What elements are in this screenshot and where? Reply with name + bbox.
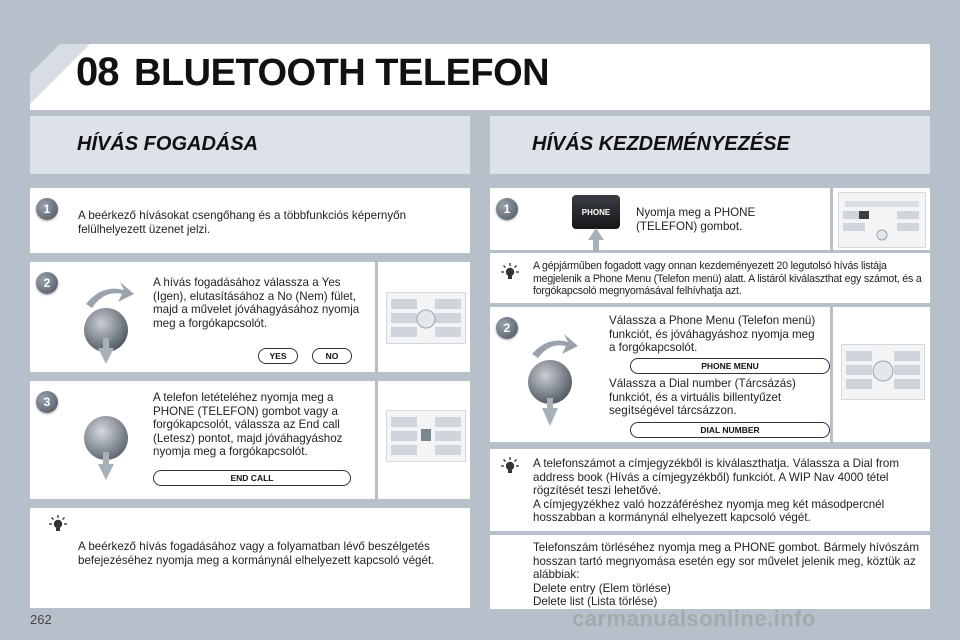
right-tip3-line: Delete entry (Elem törlése) (533, 581, 671, 595)
lightbulb-icon (48, 514, 68, 534)
step-badge: 1 (496, 198, 518, 220)
step-badge: 3 (36, 391, 58, 413)
radio-unit-image (841, 344, 925, 400)
left-section-title: HÍVÁS FOGADÁSA (77, 133, 259, 155)
page-number: 262 (30, 612, 52, 627)
step-badge: 2 (36, 272, 58, 294)
yes-button[interactable]: YES (258, 348, 298, 364)
right-step2-text-b: Válassza a Dial number (Tárcsázás) funkciót, és a virtuális billentyűzet segítségével tárcsázzon. (609, 377, 796, 418)
chapter-number: 08 (76, 50, 119, 94)
right-tip3-line: Delete list (Lista törlése) (533, 595, 658, 609)
phone-button[interactable]: PHONE (572, 195, 620, 229)
phone-menu-button[interactable]: PHONE MENU (630, 358, 830, 374)
right-tip3-line: Telefonszám törléséhez nyomja meg a PHONE gombot. Bármely hívószám hosszan tartó megnyomása esetén egy sor művelet jelenik meg, köztük az alábbiak: (533, 541, 919, 582)
rotary-knob-icon (72, 278, 152, 370)
arrow-up-icon (584, 228, 608, 252)
end-call-button[interactable]: END CALL (153, 470, 351, 486)
right-tip3-text (533, 541, 923, 609)
left-step1-text: A beérkező hívásokat csengőhang és a többfunkciós képernyőn felülhelyezett üzenet jelzi. (78, 209, 407, 236)
step-badge: 2 (496, 317, 518, 339)
left-step2-text: A hívás fogadásához válassza a Yes (Igen), elutasításához a No (Nem) fület, majd a művelet jóváhagyásához nyomja meg a forgókapcsolót. (153, 276, 360, 330)
right-tip2-line: A telefonszámot a címjegyzékből is kiválaszthatja. Válassza a Dial from address book (Hívás a címjegyzékből) funkciót. A WIP Nav 4000 tétel rögzítését teszi lehetővé. (533, 457, 900, 498)
step-badge: 1 (36, 198, 58, 220)
left-tip-text: A beérkező hívás fogadásához vagy a folyamatban lévő beszélgetés befejezéséhez nyomja meg a kormánynál elhelyezett kapcsoló végét. (78, 540, 435, 567)
right-tip2-text (533, 457, 921, 525)
left-step3-text: A telefon letételéhez nyomja meg a PHONE (TELEFON) gombot vagy a forgókapcsolót, válassza az End call (Letesz) pontot, majd jóváhagyáshoz nyomja meg a forgókapcsolót. (153, 391, 343, 459)
page-title: BLUETOOTH TELEFON (134, 52, 550, 94)
right-tip2-line: A címjegyzékhez való hozzáféréshez nyomja meg két másodpercnél hosszabban a kormánynál elhelyezett kapcsoló végét. (533, 497, 885, 525)
rotary-knob-icon (516, 332, 596, 432)
right-tip1-text: A gépjárműben fogadott vagy onnan kezdeményezett 20 legutolsó hívás listája megjelenik a Phone Menu (Telefon menü) alatt. A listáról kiválaszthat egy számot, és a forgókapcsoló megnyomásával felhívhatja azt. (533, 260, 922, 298)
lightbulb-icon (500, 262, 520, 282)
radio-unit-image (386, 292, 466, 344)
watermark: carmanualsonline.info (572, 606, 816, 631)
right-step1-text: Nyomja meg a PHONE (TELEFON) gombot. (636, 206, 756, 233)
radio-unit-image (838, 192, 926, 248)
dial-number-button[interactable]: DIAL NUMBER (630, 422, 830, 438)
right-step2-text-a: Válassza a Phone Menu (Telefon menü) funkciót, és jóváhagyáshoz nyomja meg a forgókapcsolót. (609, 314, 816, 355)
knob-press-icon (78, 408, 138, 484)
no-button[interactable]: NO (312, 348, 352, 364)
right-section-title: HÍVÁS KEZDEMÉNYEZÉSE (532, 133, 790, 155)
radio-unit-image (386, 410, 466, 462)
lightbulb-icon (500, 456, 520, 476)
